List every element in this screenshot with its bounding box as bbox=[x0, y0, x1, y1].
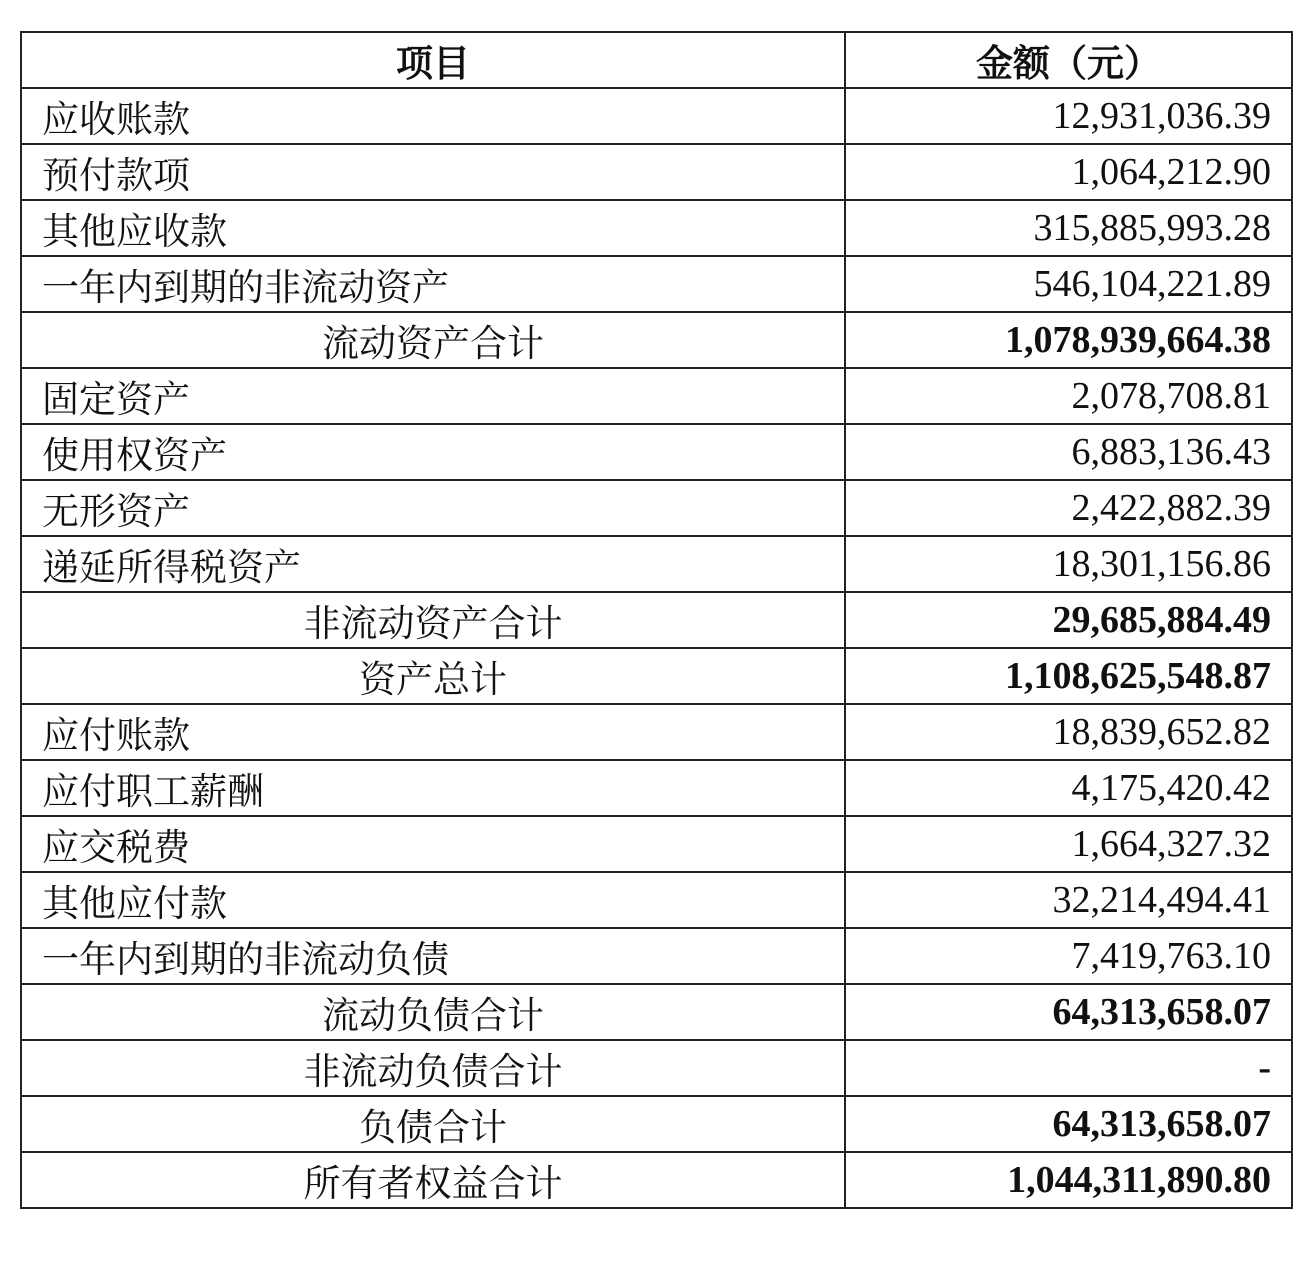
table-row bbox=[21, 480, 1292, 536]
table-row bbox=[21, 816, 1292, 872]
amount-value: 315,885,993.28 bbox=[845, 200, 1292, 256]
amount-value: - bbox=[845, 1040, 1292, 1096]
amount-value: 64,313,658.07 bbox=[845, 984, 1292, 1040]
amount-value: 6,883,136.43 bbox=[845, 424, 1292, 480]
table-row bbox=[21, 256, 1292, 312]
amount-value: 29,685,884.49 bbox=[845, 592, 1292, 648]
item-label: 使用权资产 bbox=[21, 424, 845, 480]
item-label: 无形资产 bbox=[21, 480, 845, 536]
table-row bbox=[21, 536, 1292, 592]
item-label: 负债合计 bbox=[21, 1096, 845, 1152]
amount-value: 2,078,708.81 bbox=[845, 368, 1292, 424]
item-label: 流动负债合计 bbox=[21, 984, 845, 1040]
subtotal-row bbox=[21, 592, 1292, 648]
table-row bbox=[21, 144, 1292, 200]
table-row bbox=[21, 424, 1292, 480]
item-label: 非流动负债合计 bbox=[21, 1040, 845, 1096]
item-label: 递延所得税资产 bbox=[21, 536, 845, 592]
amount-value: 2,422,882.39 bbox=[845, 480, 1292, 536]
amount-value: 4,175,420.42 bbox=[845, 760, 1292, 816]
amount-value: 7,419,763.10 bbox=[845, 928, 1292, 984]
table-row bbox=[21, 760, 1292, 816]
amount-value: 1,108,625,548.87 bbox=[845, 648, 1292, 704]
table-row bbox=[21, 704, 1292, 760]
table-row bbox=[21, 200, 1292, 256]
subtotal-row bbox=[21, 1152, 1292, 1208]
item-label: 其他应付款 bbox=[21, 872, 845, 928]
amount-value: 546,104,221.89 bbox=[845, 256, 1292, 312]
item-label: 应交税费 bbox=[21, 816, 845, 872]
table-row bbox=[21, 88, 1292, 144]
table-row bbox=[21, 872, 1292, 928]
amount-value: 18,301,156.86 bbox=[845, 536, 1292, 592]
item-label: 流动资产合计 bbox=[21, 312, 845, 368]
header-item: 项目 bbox=[21, 32, 845, 88]
amount-value: 12,931,036.39 bbox=[845, 88, 1292, 144]
item-label: 其他应收款 bbox=[21, 200, 845, 256]
table-header-row bbox=[21, 32, 1292, 88]
balance-sheet-table bbox=[20, 31, 1293, 1209]
table-row bbox=[21, 368, 1292, 424]
item-label: 一年内到期的非流动资产 bbox=[21, 256, 845, 312]
item-label: 应付账款 bbox=[21, 704, 845, 760]
amount-value: 32,214,494.41 bbox=[845, 872, 1292, 928]
item-label: 一年内到期的非流动负债 bbox=[21, 928, 845, 984]
amount-value: 64,313,658.07 bbox=[845, 1096, 1292, 1152]
subtotal-row bbox=[21, 984, 1292, 1040]
item-label: 所有者权益合计 bbox=[21, 1152, 845, 1208]
item-label: 资产总计 bbox=[21, 648, 845, 704]
amount-value: 1,064,212.90 bbox=[845, 144, 1292, 200]
amount-value: 1,078,939,664.38 bbox=[845, 312, 1292, 368]
item-label: 应付职工薪酬 bbox=[21, 760, 845, 816]
amount-value: 18,839,652.82 bbox=[845, 704, 1292, 760]
item-label: 应收账款 bbox=[21, 88, 845, 144]
subtotal-row bbox=[21, 312, 1292, 368]
item-label: 非流动资产合计 bbox=[21, 592, 845, 648]
header-amount: 金额（元） bbox=[845, 32, 1292, 88]
subtotal-row bbox=[21, 648, 1292, 704]
subtotal-row bbox=[21, 1096, 1292, 1152]
table-body bbox=[21, 32, 1292, 1208]
table-row bbox=[21, 928, 1292, 984]
item-label: 固定资产 bbox=[21, 368, 845, 424]
amount-value: 1,664,327.32 bbox=[845, 816, 1292, 872]
amount-value: 1,044,311,890.80 bbox=[845, 1152, 1292, 1208]
subtotal-row bbox=[21, 1040, 1292, 1096]
item-label: 预付款项 bbox=[21, 144, 845, 200]
